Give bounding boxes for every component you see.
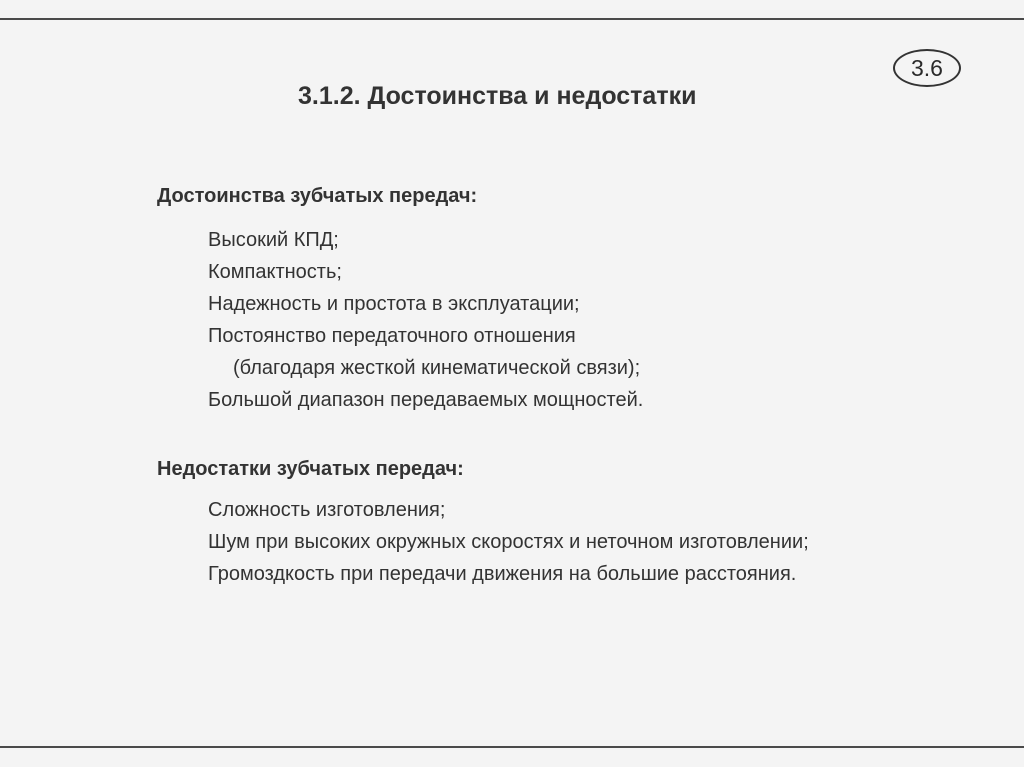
list-item-text: Надежность и простота в эксплуатации; [208,293,580,315]
disadvantages-heading: Недостатки зубчатых передач: [157,458,464,480]
advantages-list [208,224,643,416]
list-item [208,288,643,320]
list-item [208,384,643,416]
top-rule [0,18,1024,20]
list-item [208,494,809,526]
list-item-text: Громоздкость при передачи движения на большие расстояния. [208,563,797,585]
slide-title: 3.1.2. Достоинства и недостатки [298,82,697,110]
list-item [208,320,643,384]
advantages-heading: Достоинства зубчатых передач: [157,185,478,207]
list-item [208,224,643,256]
bottom-rule [0,746,1024,748]
list-item [208,558,809,590]
list-item [208,526,809,558]
list-item-text: Высокий КПД; [208,229,339,251]
slide-number: 3.6 [911,54,943,81]
list-item-text: Шум при высоких окружных скоростях и неточном изготовлении; [208,531,809,553]
list-item-text: Компактность; [208,261,342,283]
list-item-text: Большой диапазон передаваемых мощностей. [208,389,644,411]
list-item-continuation: (благодаря жесткой кинематической связи); [233,357,641,379]
disadvantages-list [208,494,809,590]
list-item-text: Постоянство передаточного отношения [208,325,576,347]
list-item-text: Сложность изготовления; [208,499,446,521]
slide-number-badge [893,49,961,87]
list-item [208,256,643,288]
